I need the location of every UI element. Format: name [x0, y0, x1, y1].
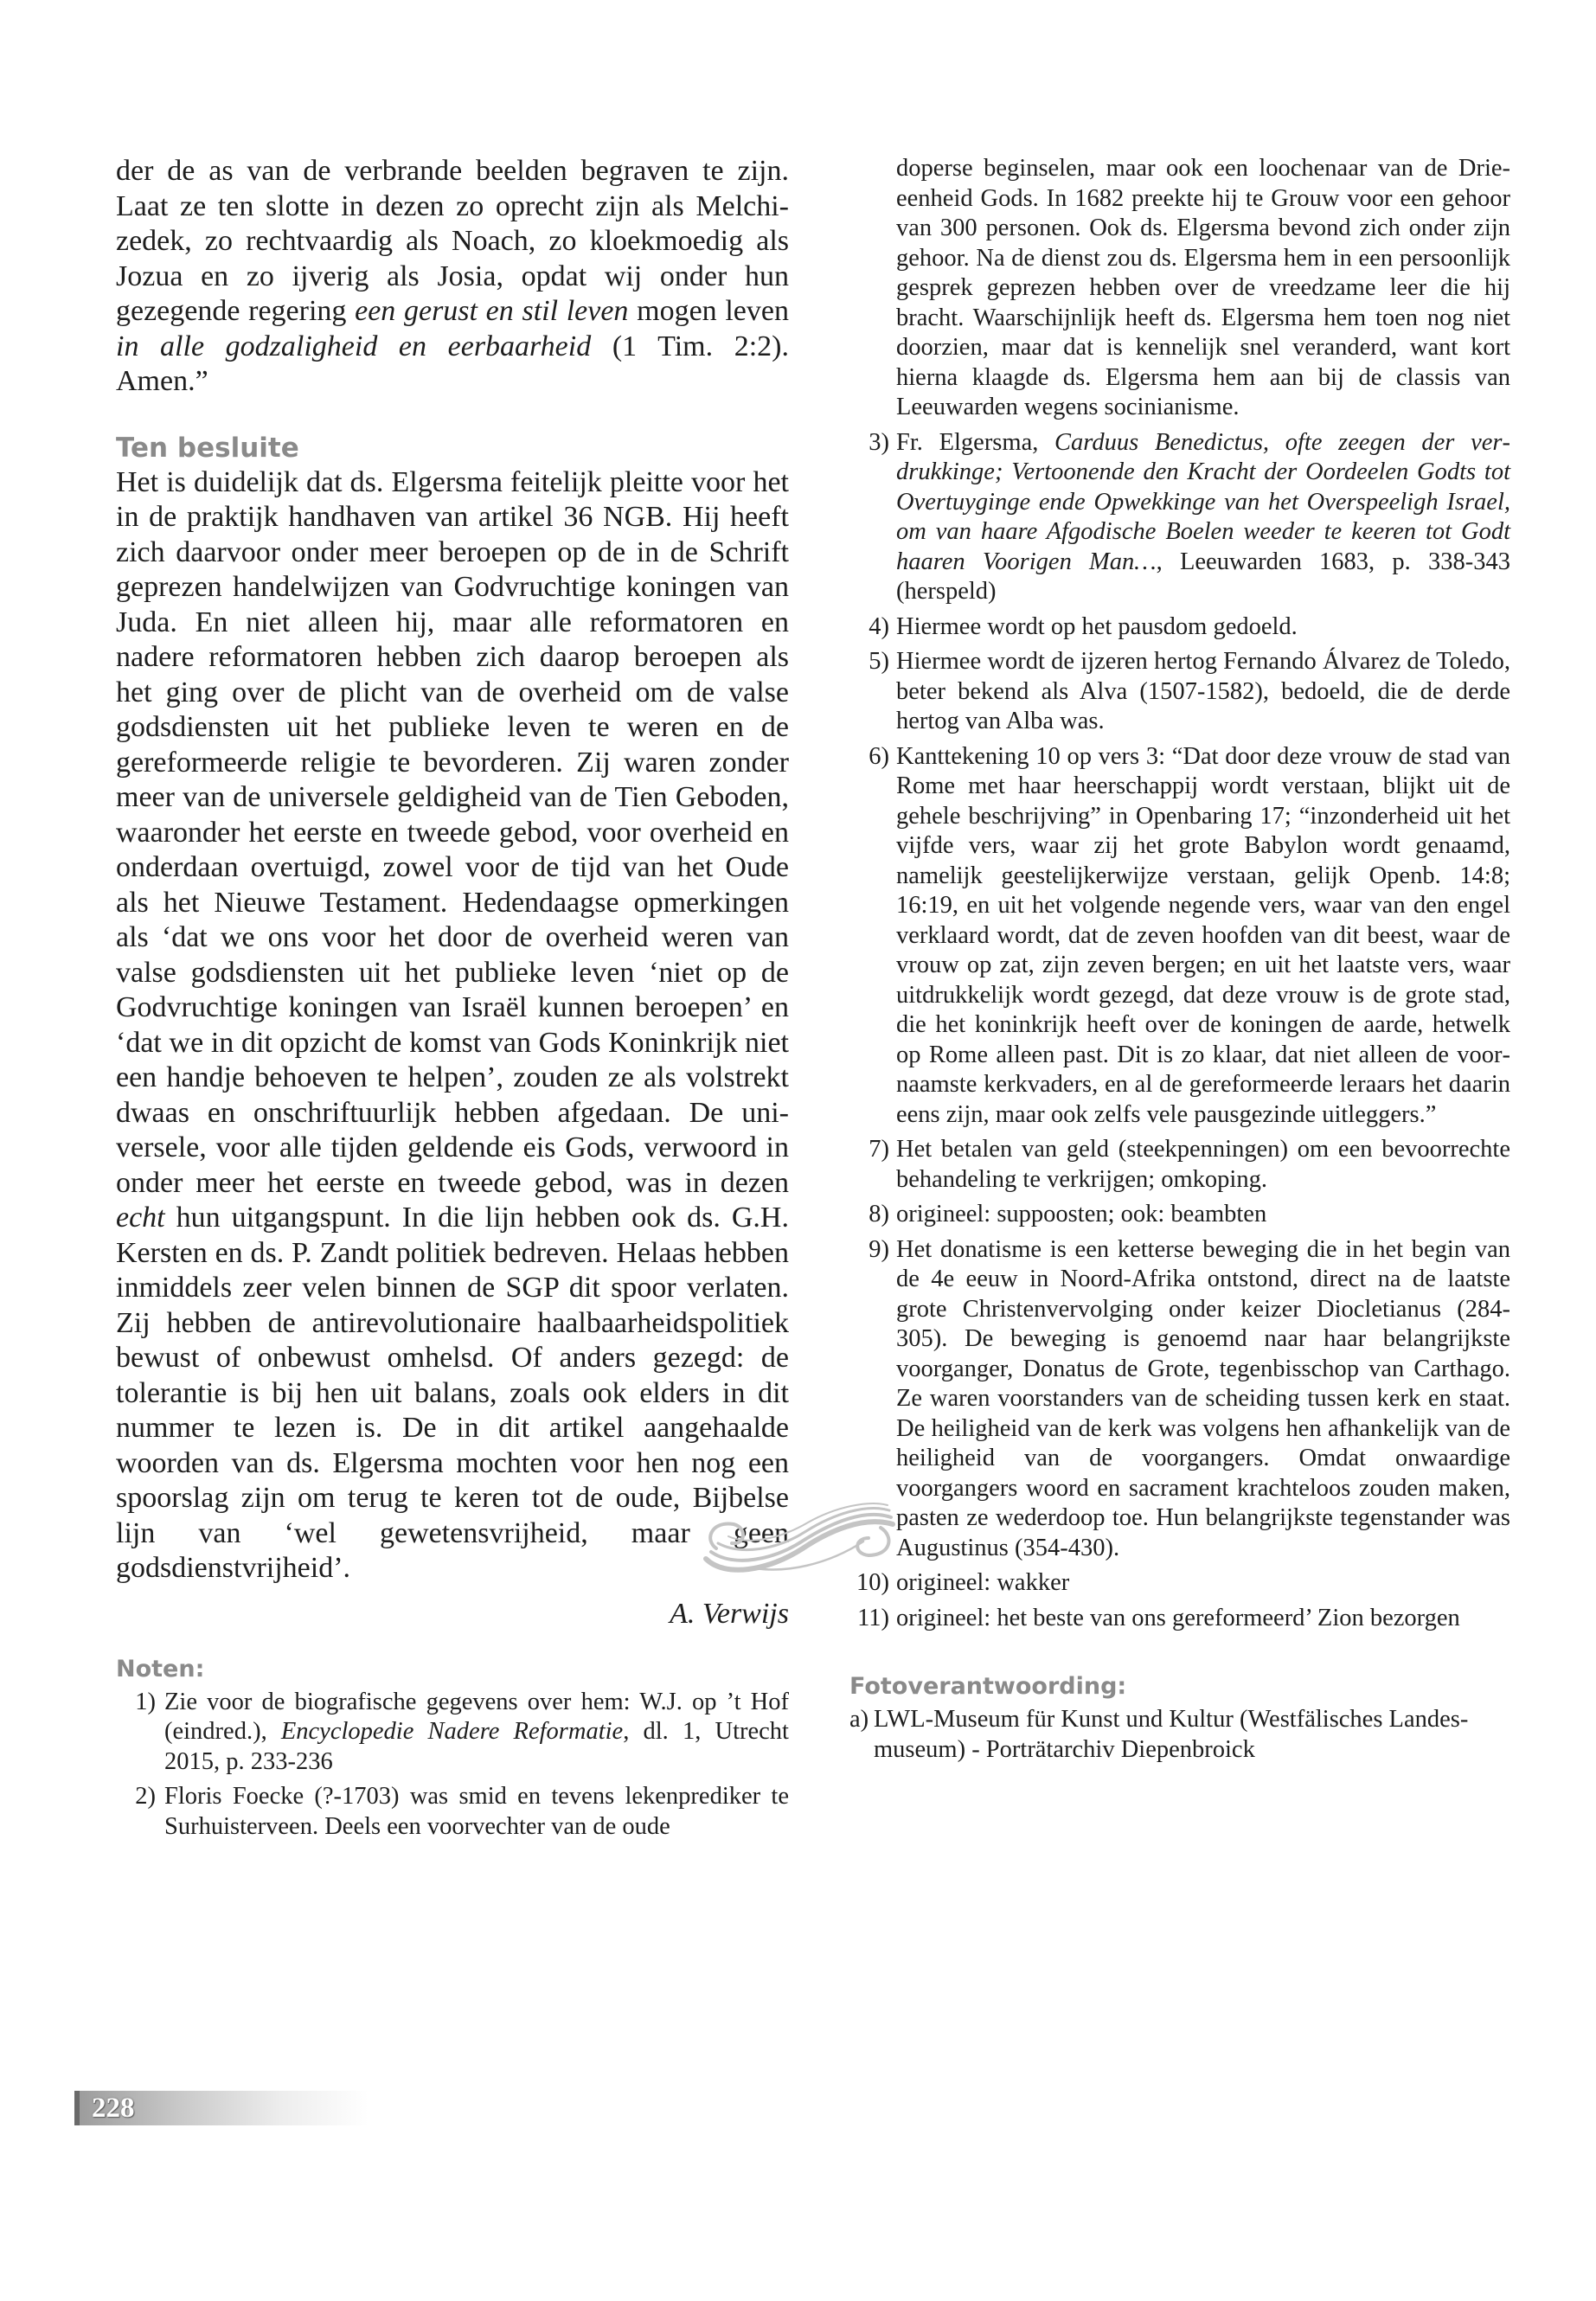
note-text: Zie voor de biografische gegevens over hem: W.J. op ’t Hof (eindred.), [164, 1688, 789, 1745]
note-number: 3) [869, 428, 889, 456]
left-column [116, 154, 789, 1847]
credit-label: a) [849, 1706, 869, 1733]
decorative-swirl-icon [699, 1498, 900, 1578]
page-number: 228 [92, 2093, 135, 2124]
notes-list-right [849, 154, 1510, 1633]
note-text: Hiermee wordt de ijzeren hertog Fernando Álvarez de Toledo, beter bekend als Alva (1507-1582), bedoeld, die de derde hertog van Alba was. [896, 648, 1510, 734]
notes-heading: Noten: [116, 1655, 205, 1682]
page-bar-stub [74, 2091, 80, 2125]
intro-text-3: (1 Tim. 2:2). Amen.” [116, 330, 790, 397]
main-text-1: Het is duidelijk dat ds. Elgersma feitelijk pleitte voor het in de praktijk handhaven van artikel 36 NGB. Hij heeft zich daarvoor onder meer beroepen op de in de Schrift geprezen handelwijzen van Godvruchtige koningen van Juda. En niet alleen hij, maar alle reformatoren en nadere reformatoren hebben zich daarop beroepen als het ging over de plicht van de overheid om de valse godsdiensten uit het publieke leven te weren en de gereformeerde religie te bevorderen. Zij waren zonder meer van de universele geldigheid van de Tien Geboden, waaronder het eerste en tweede gebod, voor overheid en onderdaan overtuigd, zowel voor de tijd van het Oude als het Nieuwe Testament. Hedendaagse opmerkingen als ‘dat we ons voor het door de overheid weren van valse godsdiensten uit het publieke leven ‘niet op de Godvruchtige koningen van Israël kunnen beroepen’ en ‘dat we in dit opzicht de komst van Gods Koninkrijk niet een handje behoeven te helpen’, zouden ze als volstrekt dwaas en onschriftuurlijk hebben afgedaan. De universele, voor alle tijden geldende eis Gods, verwoord in onder meer het eerste en tweede gebod, was in dezen [116, 465, 789, 1199]
note-1 [116, 1688, 789, 1778]
note-3 [849, 428, 1510, 607]
note-number: 5) [869, 648, 889, 675]
note-number: 7) [869, 1136, 889, 1163]
note-text: origineel: wakker [896, 1569, 1070, 1596]
note-11 [849, 1604, 1510, 1634]
section-heading: Ten besluite [116, 432, 299, 464]
note-text: origineel: het beste van ons gereformeerd’ Zion bezorgen [896, 1604, 1460, 1631]
note-5 [849, 647, 1510, 737]
note-4 [849, 612, 1510, 643]
note-2 [116, 1782, 789, 1842]
note-number: 9) [869, 1235, 889, 1263]
note-9 [849, 1235, 1510, 1564]
note-text: Het betalen van geld (steekpenningen) om een bevoorrechte behandeling te verkrijgen; omkoping. [896, 1136, 1510, 1193]
credit-text: LWL-Museum für Kunst und Kultur (Westfälisches Landesmuseum) - Porträtarchiv Diepenbroick [874, 1706, 1469, 1763]
note-number: 11) [857, 1604, 889, 1631]
note-italic: Carduus Benedictus, ofte zeegen der verdrukkinge; Vertoonende den Kracht der Oordeelen Godts tot Overtuyginge ende Opwekkinge van het Overspeeligh Israel, om van haare Afgodische Boelen weeder te keeren tot Godt haaren Voorigen Man… [896, 428, 1510, 575]
intro-italic-1: een gerust en stil leven [355, 295, 629, 327]
note-italic: Encyclopedie Nadere Reformatie [280, 1718, 624, 1745]
intro-paragraph [116, 154, 789, 400]
photo-credits-heading: Fotoverantwoording: [849, 1673, 1127, 1700]
intro-italic-2: in alle godzaligheid en eerbaarheid [116, 330, 592, 362]
note-number: 10) [856, 1569, 889, 1596]
page-number-bar [74, 2091, 369, 2125]
note-6 [849, 742, 1510, 1131]
photo-credit-a [849, 1705, 1510, 1765]
note-text: Floris Foecke (?-1703) was smid en tevens lekenprediker te Surhuisterveen. Deels een voorvechter van de oude [164, 1783, 789, 1840]
note-10 [849, 1568, 1510, 1599]
note-8 [849, 1200, 1510, 1230]
note-text: origineel: suppoosten; ook: beambten [896, 1201, 1267, 1227]
note-number: 6) [869, 742, 889, 770]
note-number: 1) [135, 1688, 156, 1715]
note-text: doperse beginselen, maar ook een loochenaar van de Drie-eenheid Gods. In 1682 preekte hij te Grouw voor een gehoor van 300 personen. Ook ds. Elgersma bevond zich onder zijn gehoor. Na de dienst zou ds. Elgersma hem in een persoonlijk gesprek geprezen hebben over de vreedzame leer die hij bracht. Waarschijnlijk heeft ds. Elgersma hem toen nog niet doorzien, maar dat is kennelijk snel veranderd, want kort hierna klaagde ds. Elgersma hem aan bij de classis van Leeuwarden wegens socinianisme. [896, 155, 1510, 420]
note-2-continued [849, 154, 1510, 423]
note-text: , dl. 1, Utrecht 2015, p. 233-236 [164, 1718, 789, 1775]
main-paragraph [116, 465, 789, 1586]
note-text: Het donatisme is een ketterse beweging die in het begin van de 4e eeuw in Noord-Afrika ontstond, direct na de laatste grote Christenvervolging onder keizer Diocletianus (284-305). De beweging is genoemd naar haar belangrijkste voorganger, Donatus de Grote, tegenbisschop van Carthago. Ze waren voorstanders van de scheiding tussen kerk en staat. De heiligheid van de kerk was volgens hen afhankelijk van de heiligheid van de voorgangers. Omdat onwaardige voorgangers woord en sacrament krachteloos zouden maken, pasten ze wederdoop toe. Hun belangrijkste tegenstander was Augustinus (354-430). [896, 1235, 1510, 1561]
intro-text-1: der de as van de verbrande beelden begraven te zijn. Laat ze ten slotte in dezen zo oprecht zijn als Melchizedek, zo rechtvaardig als Noach, zo kloekmoedig als Jozua en zo ijverig als Josia, opdat wij onder hun gezegende regering [116, 155, 789, 327]
note-text: Fr. Elgersma, [896, 428, 1055, 456]
main-text-2: hun uitgangspunt. In die lijn hebben ook ds. G.H. Kersten en ds. P. Zandt politiek bedreven. Helaas hebben inmiddels zeer velen binnen de SGP dit spoor verlaten. Zij hebben de antirevolutionaire haalbaarheidspolitiek bewust of onbewust omhelsd. Of anders gezegd: de tolerantie is bij hen uit balans, zoals ook elders in dit nummer te lezen is. De in dit artikel aangehaalde woorden van ds. Elgersma mochten voor hen nog een spoorslag zijn om terug te keren tot de oude, Bijbelse lijn van ‘wel gewetensvrijheid, maar geen godsdienstvrijheid’. [116, 1202, 789, 1584]
right-column [849, 154, 1510, 1765]
note-text: , Leeuwarden 1683, p. 338-343 (herspeld) [896, 548, 1510, 605]
note-text: Hiermee wordt op het pausdom gedoeld. [896, 612, 1298, 640]
note-number: 8) [869, 1201, 889, 1227]
author-signature: A. Verwijs [670, 1597, 789, 1630]
note-number: 2) [135, 1783, 156, 1810]
note-text: Kanttekening 10 op vers 3: “Dat door deze vrouw de stad van Rome met haar heerschappij wordt verstaan, blijkt uit de gehele beschrijving” in Openbaring 17; “inzonderheid uit het vijfde vers, waar zij het grote Babylon wordt genaamd, namelijk geestelijkerwijze verstaan, gelijk Openb. 14:8; 16:19, en uit het volgende negende vers, waar van den engel verklaard wordt, dat de zeven hoofden van dit beest, waar de vrouw op zat, zijn zeven bergen; en uit het laatste vers, waar uitdrukkelijk wordt gezegd, dat deze vrouw is de grote stad, die het koninkrijk heeft over de koningen de aarde, hetwelk op Rome alleen past. Dit is zo klaar, dat niet alleen de voornaamste kerkvaders, en al de gereformeerde leraars het daarin eens zijn, maar ook zelfs vele pausgezinde uitleggers.” [896, 742, 1510, 1128]
intro-text-2: mogen leven [628, 295, 789, 327]
note-number: 4) [869, 612, 889, 640]
note-7 [849, 1135, 1510, 1195]
notes-list-left [116, 1688, 789, 1843]
main-italic: echt [116, 1202, 165, 1234]
